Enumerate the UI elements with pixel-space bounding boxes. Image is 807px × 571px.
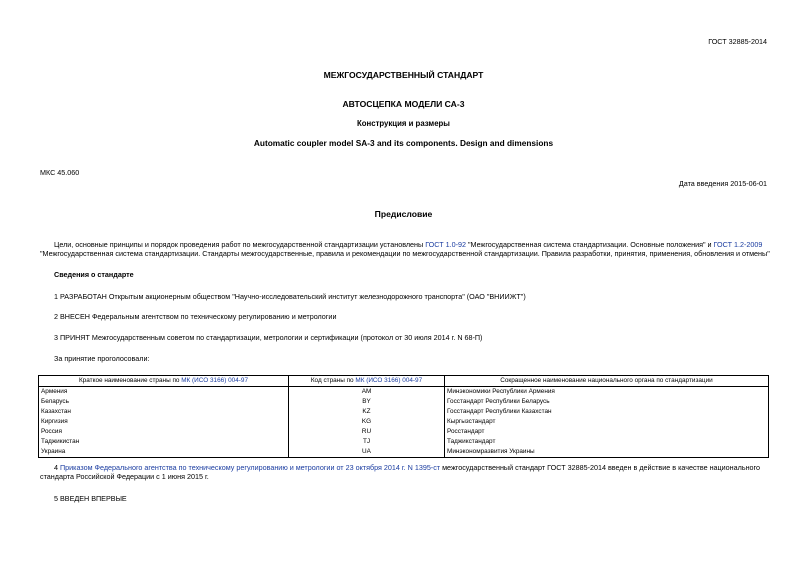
country-cell: Киргизия	[39, 417, 289, 427]
country-cell: Армения	[39, 387, 289, 398]
gost-1-2-link[interactable]: ГОСТ 1.2-2009	[713, 240, 763, 249]
country-cell: Таджикистан	[39, 437, 289, 447]
body-cell: Госстандарт Республики Казахстан	[445, 407, 769, 417]
body-cell: Минэкономики Республики Армения	[445, 387, 769, 398]
table-row	[39, 447, 769, 458]
intro-text-1: Цели, основные принципы и порядок проведения работ по межгосударственной стандартизации установлены	[54, 240, 426, 249]
preface-heading: Предисловие	[374, 209, 433, 219]
item-4-prefix: 4	[54, 463, 60, 472]
item-enacted	[40, 463, 770, 481]
item-first-introduced: 5 ВВЕДЕН ВПЕРВЫЕ	[54, 494, 127, 503]
item-4-rest: межгосударственный стандарт ГОСТ 32885-2014 введен в действие в качестве национального стандарта Российской Федерации с 1 июня 2015 г.	[40, 463, 760, 481]
mks-code: МКС 45.060	[40, 168, 80, 177]
country-cell: Казахстан	[39, 407, 289, 417]
col-standards-body-header: Сокращенное наименование национального органа по стандартизации	[445, 376, 769, 387]
item-submitted: 2 ВНЕСЕН Федеральным агентством по техническому регулированию и метрологии	[54, 312, 337, 321]
code-cell: AM	[289, 387, 445, 398]
table-row	[39, 407, 769, 417]
mk-iso-link[interactable]: МК (ИСО 3166) 004-97	[181, 377, 249, 384]
country-cell: Россия	[39, 427, 289, 437]
body-cell: Росстандарт	[445, 427, 769, 437]
table-row	[39, 397, 769, 407]
body-cell: Госстандарт Республики Беларусь	[445, 397, 769, 407]
english-title: Automatic coupler model SA-3 and its components. Design and dimensions	[253, 138, 554, 148]
standard-info-heading: Сведения о стандарте	[54, 270, 134, 279]
item-developed: 1 РАЗРАБОТАН Открытым акционерным обществом "Научно-исследовательский институт железнодорожного транспорта" (ОАО "ВНИИЖТ")	[54, 292, 526, 301]
country-cell: Украина	[39, 447, 289, 458]
intro-text-2: "Межгосударственная система стандартизации. Основные положения" и	[466, 240, 714, 249]
code-cell: BY	[289, 397, 445, 407]
table-row	[39, 417, 769, 427]
standard-type-title: МЕЖГОСУДАРСТВЕННЫЙ СТАНДАРТ	[323, 70, 484, 80]
countries-table	[38, 375, 769, 458]
code-cell: UA	[289, 447, 445, 458]
table-row	[39, 387, 769, 398]
standard-subtitle: Конструкция и размеры	[357, 119, 450, 128]
mk-iso-link[interactable]: МК (ИСО 3166) 004-97	[355, 377, 423, 384]
preface-intro	[40, 240, 770, 258]
table-row	[39, 427, 769, 437]
country-cell: Беларусь	[39, 397, 289, 407]
item-adopted: 3 ПРИНЯТ Межгосударственным советом по стандартизации, метрологии и сертификации (протокол от 30 июля 2014 г. N 68-П)	[54, 333, 483, 342]
table-header-row	[39, 376, 769, 387]
col-country-name-header: Краткое наименование страны по МК (ИСО 3166) 004-97	[39, 376, 289, 387]
code-cell: KZ	[289, 407, 445, 417]
order-link[interactable]: Приказом Федерального агентства по техническому регулированию и метрологии от 23 октября 2014 г. N 1395-ст	[60, 463, 441, 472]
body-cell: Кыргызстандарт	[445, 417, 769, 427]
body-cell: Минэкономразвития Украины	[445, 447, 769, 458]
standard-name-title: АВТОСЦЕПКА МОДЕЛИ СА-3	[342, 99, 465, 109]
table-row	[39, 437, 769, 447]
code-cell: TJ	[289, 437, 445, 447]
col-country-code-header: Код страны по МК (ИСО 3166) 004-97	[289, 376, 445, 387]
intro-date: Дата введения 2015-06-01	[678, 179, 767, 188]
code-cell: RU	[289, 427, 445, 437]
doc-code: ГОСТ 32885-2014	[708, 37, 767, 46]
body-cell: Таджикстандарт	[445, 437, 769, 447]
gost-1-0-link[interactable]: ГОСТ 1.0-92	[425, 240, 466, 249]
code-cell: KG	[289, 417, 445, 427]
intro-text-3: "Межгосударственная система стандартизации. Стандарты межгосударственные, правила и рекомендации по межгосударственной стандартизации. Правила разработки, принятия, применения, обновления и отмены"	[40, 249, 770, 258]
voted-label: За принятие проголосовали:	[54, 354, 150, 363]
